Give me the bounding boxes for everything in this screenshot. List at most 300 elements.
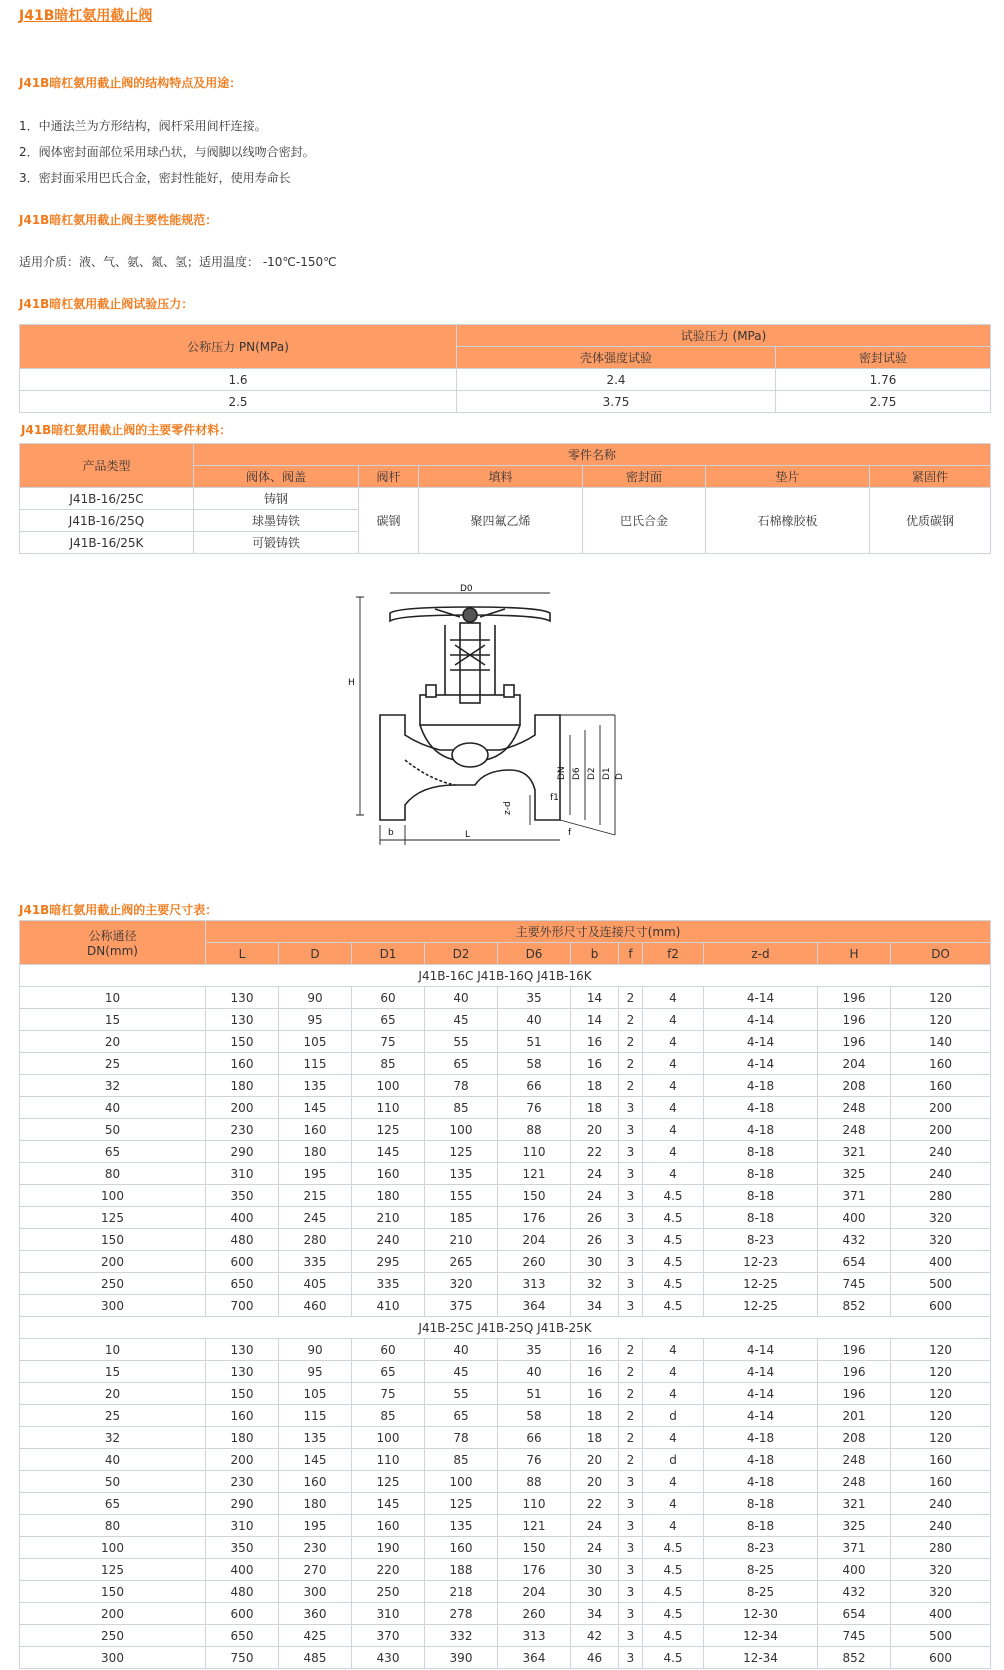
table-cell: 66 (498, 1427, 571, 1449)
table-cell: 78 (425, 1075, 498, 1097)
table-cell: 2 (619, 1053, 643, 1075)
table-cell: 88 (498, 1119, 571, 1141)
table-cell: 320 (891, 1581, 991, 1603)
table-cell: 12-34 (704, 1647, 818, 1669)
table-cell: 2 (619, 1339, 643, 1361)
table-cell: 120 (891, 987, 991, 1009)
body (380, 715, 560, 820)
table-cell: 34 (571, 1603, 619, 1625)
dims-col-header: D1 (352, 943, 425, 965)
table-cell: 745 (818, 1625, 891, 1647)
table-cell: 4-14 (704, 1339, 818, 1361)
table-row (20, 369, 991, 391)
table-cell: 150 (206, 1031, 279, 1053)
table-cell: 130 (206, 1009, 279, 1031)
table-cell: 石棉橡胶板 (706, 488, 870, 554)
table-cell: 120 (891, 1339, 991, 1361)
table-cell: 240 (891, 1515, 991, 1537)
label-l: L (465, 830, 471, 840)
table-cell: 4-18 (704, 1097, 818, 1119)
table-cell: 650 (206, 1273, 279, 1295)
label-f1: f1 (550, 793, 559, 803)
table-cell: 121 (498, 1515, 571, 1537)
table-cell: 32 (571, 1273, 619, 1295)
table-cell: 58 (498, 1053, 571, 1075)
table-cell: 350 (206, 1185, 279, 1207)
table-cell: 4-18 (704, 1119, 818, 1141)
table-cell: J41B-16/25K (20, 532, 194, 554)
table-cell: 40 (425, 1339, 498, 1361)
table-cell: 150 (206, 1383, 279, 1405)
table-cell: 3 (619, 1273, 643, 1295)
table-cell: 364 (498, 1647, 571, 1669)
table-cell: 200 (20, 1251, 206, 1273)
table-cell: 204 (818, 1053, 891, 1075)
table-cell: 65 (425, 1405, 498, 1427)
table-cell: 90 (279, 987, 352, 1009)
label-zd: z-d (503, 801, 513, 815)
table-cell: 200 (891, 1119, 991, 1141)
table-cell: 196 (818, 1031, 891, 1053)
table-cell: 300 (20, 1647, 206, 1669)
table-cell: 2 (619, 1009, 643, 1031)
table-cell: d (643, 1405, 704, 1427)
dimension-lines (356, 593, 615, 845)
materials-header-seal: 密封面 (583, 466, 706, 488)
table-cell: 8-18 (704, 1185, 818, 1207)
table-cell: 248 (818, 1097, 891, 1119)
table-cell: 321 (818, 1493, 891, 1515)
table-cell: 4-18 (704, 1449, 818, 1471)
table-row (20, 1251, 991, 1273)
table-cell: 4 (643, 1031, 704, 1053)
table-cell: 160 (352, 1163, 425, 1185)
table-row (20, 1163, 991, 1185)
table-cell: 3 (619, 1537, 643, 1559)
table-cell: 208 (818, 1075, 891, 1097)
table-cell: 85 (352, 1053, 425, 1075)
materials-header-gasket: 垫片 (706, 466, 870, 488)
table-cell: 14 (571, 1009, 619, 1031)
table-cell: 332 (425, 1625, 498, 1647)
table-cell: 1.6 (20, 369, 457, 391)
table-row (20, 1581, 991, 1603)
table-cell: 4-14 (704, 1053, 818, 1075)
table-cell: 24 (571, 1537, 619, 1559)
table-cell: 40 (498, 1361, 571, 1383)
table-cell: 160 (206, 1053, 279, 1075)
table-cell: 245 (279, 1207, 352, 1229)
table-cell: 390 (425, 1647, 498, 1669)
table-cell: 405 (279, 1273, 352, 1295)
table-cell: 310 (352, 1603, 425, 1625)
table-cell: 100 (352, 1427, 425, 1449)
table-cell: 8-18 (704, 1493, 818, 1515)
table-cell: 196 (818, 1383, 891, 1405)
handwheel (390, 607, 550, 622)
table-cell: 425 (279, 1625, 352, 1647)
table-cell: 2 (619, 1383, 643, 1405)
label-h: H (348, 678, 355, 688)
table-cell: 145 (352, 1493, 425, 1515)
table-cell: 240 (891, 1141, 991, 1163)
table-cell: 410 (352, 1295, 425, 1317)
table-cell: 3 (619, 1207, 643, 1229)
table-cell: 260 (498, 1251, 571, 1273)
table-cell: 4 (643, 1383, 704, 1405)
table-cell: 130 (206, 1339, 279, 1361)
pressure-table (19, 324, 991, 413)
table-cell: 10 (20, 987, 206, 1009)
table-cell: 8-18 (704, 1515, 818, 1537)
table-cell: 优质碳钢 (870, 488, 991, 554)
table-cell: 125 (352, 1471, 425, 1493)
table-cell: 12-25 (704, 1295, 818, 1317)
table-cell: 140 (891, 1031, 991, 1053)
table-cell: 3 (619, 1251, 643, 1273)
table-cell: 80 (20, 1515, 206, 1537)
table-cell: 500 (891, 1625, 991, 1647)
table-cell: 208 (818, 1427, 891, 1449)
table-row (20, 1295, 991, 1317)
table-cell: 3 (619, 1559, 643, 1581)
table-cell: 8-23 (704, 1537, 818, 1559)
table-cell: J41B-16/25C (20, 488, 194, 510)
table-row (20, 1207, 991, 1229)
table-cell: 20 (20, 1383, 206, 1405)
table-cell: 185 (425, 1207, 498, 1229)
table-cell: 250 (20, 1273, 206, 1295)
dims-col-header: z-d (704, 943, 818, 965)
table-cell: 16 (571, 1383, 619, 1405)
table-cell: 600 (206, 1251, 279, 1273)
table-cell: 75 (352, 1031, 425, 1053)
materials-header-stem: 阀杆 (359, 466, 419, 488)
table-cell: 12-23 (704, 1251, 818, 1273)
table-cell: 300 (20, 1295, 206, 1317)
table-cell: 360 (279, 1603, 352, 1625)
table-cell: 278 (425, 1603, 498, 1625)
table-cell: 371 (818, 1185, 891, 1207)
table-cell: 145 (352, 1141, 425, 1163)
table-row (20, 1053, 991, 1075)
table-cell: 400 (891, 1603, 991, 1625)
table-cell: 155 (425, 1185, 498, 1207)
dims-col-header: D6 (498, 943, 571, 965)
table-cell: 8-18 (704, 1163, 818, 1185)
table-cell: 12-25 (704, 1273, 818, 1295)
table-cell: 130 (206, 987, 279, 1009)
table-cell: 320 (891, 1559, 991, 1581)
table-cell: 4.5 (643, 1581, 704, 1603)
table-cell: 364 (498, 1295, 571, 1317)
materials-header-parts: 零件名称 (194, 444, 991, 466)
table-cell: 270 (279, 1559, 352, 1581)
table-row (20, 1647, 991, 1669)
table-cell: 195 (279, 1515, 352, 1537)
table-cell: 125 (425, 1493, 498, 1515)
table-cell: 852 (818, 1647, 891, 1669)
table-cell: 265 (425, 1251, 498, 1273)
spec-line: 适用介质：液、气、氨、氮、氢；适用温度： -10℃-150℃ (19, 255, 337, 269)
table-cell: 4-14 (704, 987, 818, 1009)
table-cell: 55 (425, 1383, 498, 1405)
table-cell: 320 (891, 1229, 991, 1251)
table-cell: 18 (571, 1427, 619, 1449)
table-cell: 290 (206, 1493, 279, 1515)
table-cell: 110 (352, 1097, 425, 1119)
table-cell: 230 (279, 1537, 352, 1559)
table-cell: 8-23 (704, 1229, 818, 1251)
table-cell: 135 (425, 1515, 498, 1537)
table-cell: 204 (498, 1229, 571, 1251)
table-cell: 654 (818, 1603, 891, 1625)
table-cell: 65 (425, 1053, 498, 1075)
table-cell: 460 (279, 1295, 352, 1317)
table-cell: 4.5 (643, 1273, 704, 1295)
table-cell: 250 (20, 1625, 206, 1647)
valve-diagram (348, 584, 650, 875)
dims-header-dn-line2: DN(mm) (87, 944, 138, 958)
table-cell: 4 (643, 1471, 704, 1493)
feature-line-3: 3．密封面采用巴氏合金，密封性能好，使用寿命长 (19, 171, 291, 185)
table-cell: 75 (352, 1383, 425, 1405)
table-cell: 40 (425, 987, 498, 1009)
table-cell: 196 (818, 1339, 891, 1361)
table-cell: 76 (498, 1449, 571, 1471)
table-cell: 3 (619, 1581, 643, 1603)
table-cell: 125 (20, 1207, 206, 1229)
table-cell: 600 (891, 1647, 991, 1669)
group-row (20, 1317, 991, 1339)
table-cell: 201 (818, 1405, 891, 1427)
table-cell: 500 (891, 1273, 991, 1295)
group-title: J41B-25C J41B-25Q J41B-25K (20, 1317, 991, 1339)
table-cell: 160 (891, 1075, 991, 1097)
table-cell: 200 (891, 1097, 991, 1119)
table-cell: 45 (425, 1361, 498, 1383)
table-cell: 200 (206, 1449, 279, 1471)
table-cell: 180 (279, 1141, 352, 1163)
dims-col-header: D2 (425, 943, 498, 965)
table-cell: 121 (498, 1163, 571, 1185)
table-cell: 18 (571, 1075, 619, 1097)
page-title[interactable]: J41B暗杠氨用截止阀 (19, 8, 153, 24)
table-cell: 2 (619, 987, 643, 1009)
table-cell: 700 (206, 1295, 279, 1317)
table-cell: 105 (279, 1383, 352, 1405)
table-cell: 335 (279, 1251, 352, 1273)
table-cell: 4 (643, 1075, 704, 1097)
dims-col-header: H (818, 943, 891, 965)
table-cell: 370 (352, 1625, 425, 1647)
table-cell: 150 (498, 1185, 571, 1207)
table-cell: 8-18 (704, 1207, 818, 1229)
table-cell: 15 (20, 1361, 206, 1383)
table-row (20, 1471, 991, 1493)
features-title: J41B暗杠氨用截止阀的结构特点及用途： (19, 76, 242, 90)
dims-col-header: b (571, 943, 619, 965)
table-cell: 280 (279, 1229, 352, 1251)
table-cell: 碳钢 (359, 488, 419, 554)
table-cell: 90 (279, 1339, 352, 1361)
table-cell: 218 (425, 1581, 498, 1603)
feature-line-1: 1．中通法兰为方形结构，阀杆采用间杆连接。 (19, 119, 267, 133)
table-cell: 34 (571, 1295, 619, 1317)
table-cell: 120 (891, 1427, 991, 1449)
table-cell: 60 (352, 1339, 425, 1361)
table-row (20, 1141, 991, 1163)
table-cell: 220 (352, 1559, 425, 1581)
table-cell: 76 (498, 1097, 571, 1119)
table-cell: 4.5 (643, 1251, 704, 1273)
table-cell: 35 (498, 1339, 571, 1361)
table-cell: 65 (352, 1361, 425, 1383)
table-cell: 铸钢 (194, 488, 359, 510)
table-cell: 20 (20, 1031, 206, 1053)
table-cell: 160 (891, 1471, 991, 1493)
table-row (20, 1229, 991, 1251)
table-cell: 可锻铸铁 (194, 532, 359, 554)
feature-line-2: 2．阀体密封面部位采用球凸状，与阀脚以线吻合密封。 (19, 145, 315, 159)
table-cell: 32 (20, 1427, 206, 1449)
table-cell: 4 (643, 1119, 704, 1141)
table-cell: 51 (498, 1031, 571, 1053)
table-row (20, 987, 991, 1009)
table-cell: 120 (891, 1383, 991, 1405)
table-cell: 2.4 (457, 369, 776, 391)
table-cell: 2 (619, 1361, 643, 1383)
table-cell: 150 (20, 1229, 206, 1251)
table-cell: 320 (425, 1273, 498, 1295)
table-cell: 310 (206, 1515, 279, 1537)
table-cell: 78 (425, 1427, 498, 1449)
table-cell: 210 (425, 1229, 498, 1251)
table-cell: 40 (20, 1097, 206, 1119)
table-cell: 196 (818, 1361, 891, 1383)
table-cell: 55 (425, 1031, 498, 1053)
table-cell: 176 (498, 1559, 571, 1581)
table-cell: 400 (206, 1559, 279, 1581)
table-cell: 球墨铸铁 (194, 510, 359, 532)
table-cell: 24 (571, 1515, 619, 1537)
label-d6: D6 (572, 767, 582, 780)
table-cell: 65 (352, 1009, 425, 1031)
table-cell: 230 (206, 1471, 279, 1493)
table-cell: 325 (818, 1163, 891, 1185)
table-cell: 100 (20, 1185, 206, 1207)
table-row (20, 1625, 991, 1647)
table-cell: 176 (498, 1207, 571, 1229)
dims-header-dn (20, 921, 206, 965)
table-cell: 120 (891, 1405, 991, 1427)
table-cell: 180 (352, 1185, 425, 1207)
table-cell: 4.5 (643, 1295, 704, 1317)
table-cell: 2 (619, 1427, 643, 1449)
table-cell: 4-14 (704, 1405, 818, 1427)
table-cell: 180 (206, 1075, 279, 1097)
pressure-header-seal: 密封试验 (776, 347, 991, 369)
table-cell: 4-18 (704, 1075, 818, 1097)
table-cell: 8-25 (704, 1581, 818, 1603)
table-row (20, 1009, 991, 1031)
dims-col-header: DO (891, 943, 991, 965)
label-dn: DN (557, 766, 567, 780)
table-cell: 280 (891, 1185, 991, 1207)
table-cell: 160 (279, 1119, 352, 1141)
table-cell: 20 (571, 1471, 619, 1493)
table-cell: 24 (571, 1185, 619, 1207)
table-cell: 4.5 (643, 1559, 704, 1581)
pressure-header-nominal: 公称压力 PN(MPa) (20, 325, 457, 369)
table-cell: 432 (818, 1581, 891, 1603)
table-cell: 188 (425, 1559, 498, 1581)
table-cell: 4.5 (643, 1185, 704, 1207)
table-cell: 485 (279, 1647, 352, 1669)
table-cell: 196 (818, 1009, 891, 1031)
table-cell: J41B-16/25Q (20, 510, 194, 532)
spec-title: J41B暗杠氨用截止阀主要性能规范： (19, 213, 218, 227)
table-cell: 4-18 (704, 1427, 818, 1449)
table-cell: 4-14 (704, 1383, 818, 1405)
table-cell: 4.5 (643, 1647, 704, 1669)
table-cell: 66 (498, 1075, 571, 1097)
table-cell: 125 (425, 1141, 498, 1163)
table-cell: 400 (206, 1207, 279, 1229)
table-cell: 295 (352, 1251, 425, 1273)
table-cell: 35 (498, 987, 571, 1009)
table-cell: 371 (818, 1537, 891, 1559)
table-cell: 115 (279, 1405, 352, 1427)
table-cell: 110 (498, 1493, 571, 1515)
table-cell: 400 (891, 1251, 991, 1273)
table-cell: 160 (425, 1537, 498, 1559)
label-b: b (388, 828, 394, 838)
label-d2: D2 (587, 767, 597, 780)
table-cell: 3 (619, 1119, 643, 1141)
table-cell: 145 (279, 1449, 352, 1471)
table-cell: 16 (571, 1053, 619, 1075)
table-cell: 248 (818, 1119, 891, 1141)
table-cell: 110 (498, 1141, 571, 1163)
table-cell: 65 (20, 1493, 206, 1515)
table-cell: 22 (571, 1493, 619, 1515)
table-cell: 2.5 (20, 391, 457, 413)
table-cell: 15 (20, 1009, 206, 1031)
table-cell: 3 (619, 1603, 643, 1625)
table-cell: 16 (571, 1339, 619, 1361)
table-cell: 2 (619, 1405, 643, 1427)
table-cell: 852 (818, 1295, 891, 1317)
table-row (20, 1031, 991, 1053)
table-cell: 200 (206, 1097, 279, 1119)
table-cell: 135 (279, 1427, 352, 1449)
table-cell: 190 (352, 1537, 425, 1559)
table-row (20, 1361, 991, 1383)
table-cell: 400 (818, 1559, 891, 1581)
table-cell: 26 (571, 1229, 619, 1251)
table-cell: 400 (818, 1207, 891, 1229)
table-cell: 430 (352, 1647, 425, 1669)
table-cell: 310 (206, 1163, 279, 1185)
table-cell: 25 (20, 1053, 206, 1075)
table-cell: 16 (571, 1031, 619, 1053)
table-row (20, 1383, 991, 1405)
table-row (20, 1075, 991, 1097)
table-cell: 375 (425, 1295, 498, 1317)
materials-table (19, 443, 991, 554)
materials-title: J41B暗杠氨用截止阀的主要零件材料： (21, 423, 232, 437)
